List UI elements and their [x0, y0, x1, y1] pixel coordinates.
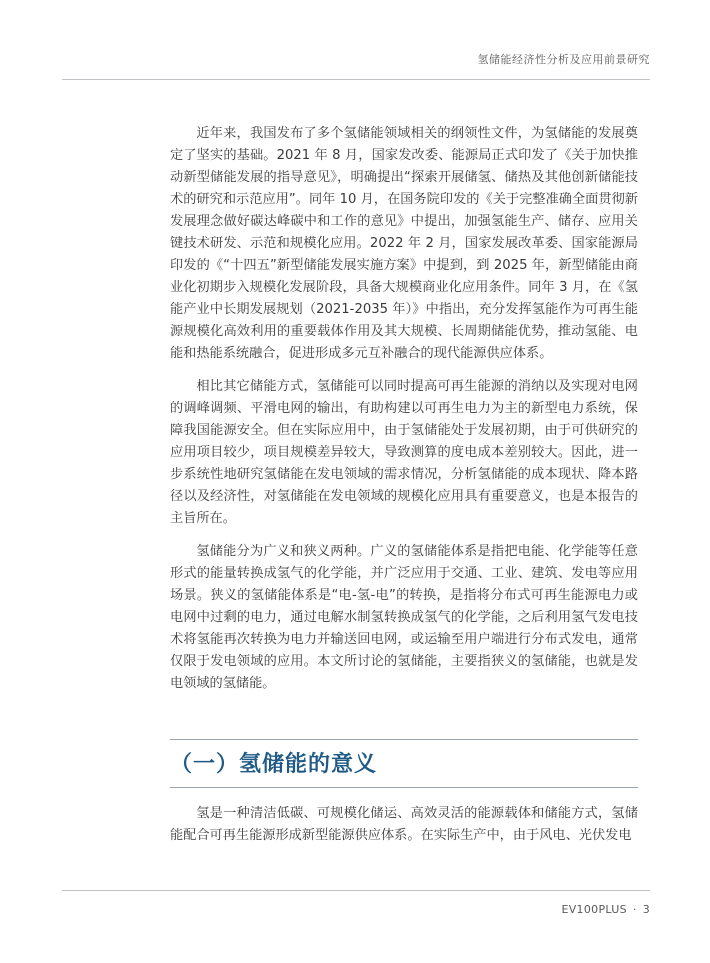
- page-footer: [561, 903, 650, 916]
- paragraph-policy-background: 近年来，我国发布了多个氢储能领域相关的纲领性文件，为氢储能的发展奠定了坚实的基础。2021 年 8 月，国家发改委、能源局正式印发了《关于加快推动新型储能发展的指导意见》，明确提出“探索开展储氢、储热及其他创新储能技术的研究和示范应用”。同年 10 月，在国务院印发的《关于完整准确全面贯彻新发展理念做好碳达峰碳中和工作的意见》中提出，加强氢能生产、储存、应用关键技术研发、示范和规模化应用。2022 年 2 月，国家发展改革委、国家能源局印发的《“十四五”新型储能发展实施方案》中提到，到 2025 年，新型储能由商业化初期步入规模化发展阶段，具备大规模商业化应用条件。同年 3 月，在《氢能产业中长期发展规划（2021-2035 年）》中指出，充分发挥氢能作为可再生能源规模化高效利用的重要载体作用及其大规模、长周期储能优势，推动氢能、电能和热能系统融合，促进形成多元互补融合的现代能源供应体系。: [170, 126, 638, 361]
- footer-separator: ·: [632, 903, 637, 916]
- running-header-title: 氢储能经济性分析及应用前景研究: [477, 53, 650, 66]
- section-body-text: [170, 803, 638, 858]
- paragraph-definition: 氢储能分为广义和狭义两种。广义的氢储能体系是指把电能、化学能等任意形式的能量转换成氢气的化学能，并广泛应用于交通、工业、建筑、发电等应用场景。狭义的氢储能体系是“电-氢-电”的转换，是指将分布式可再生能源电力或电网中过剩的电力，通过电解水制氢转换成氢气的化学能，之后利用氢气发电技术将氢能再次转换为电力并输送回电网，或运输至用户端进行分布式发电，通常仅限于发电领域的应用。本文所讨论的氢储能，主要指狭义的氢储能，也就是发电领域的氢储能。: [170, 544, 638, 691]
- page-number: 3: [642, 903, 650, 916]
- footer-divider: [62, 890, 650, 891]
- footer-brand: EV100PLUS: [561, 903, 627, 916]
- section-heading: （一）氢储能的意义: [170, 752, 378, 777]
- body-text: [170, 123, 638, 706]
- section-divider-top: [170, 739, 638, 740]
- paragraph-significance: 氢是一种清洁低碳、可规模化储运、高效灵活的能源载体和储能方式，氢储能配合可再生能源形成新型能源供应体系。在实际生产中，由于风电、光伏发电: [170, 806, 638, 843]
- header-divider: [62, 79, 650, 80]
- section-divider-bottom: [170, 787, 638, 788]
- paragraph-advantages: 相比其它储能方式，氢储能可以同时提高可再生能源的消纳以及实现对电网的调峰调频、平滑电网的输出，有助构建以可再生电力为主的新型电力系统，保障我国能源安全。但在实际应用中，由于氢储能处于发展初期，由于可供研究的应用项目较少，项目规模差异较大，导致测算的度电成本差别较大。因此，进一步系统性地研究氢储能在发电领域的需求情况，分析氢储能的成本现状、降本路径以及经济性，对氢储能在发电领域的规模化应用具有重要意义，也是本报告的主旨所在。: [170, 379, 638, 526]
